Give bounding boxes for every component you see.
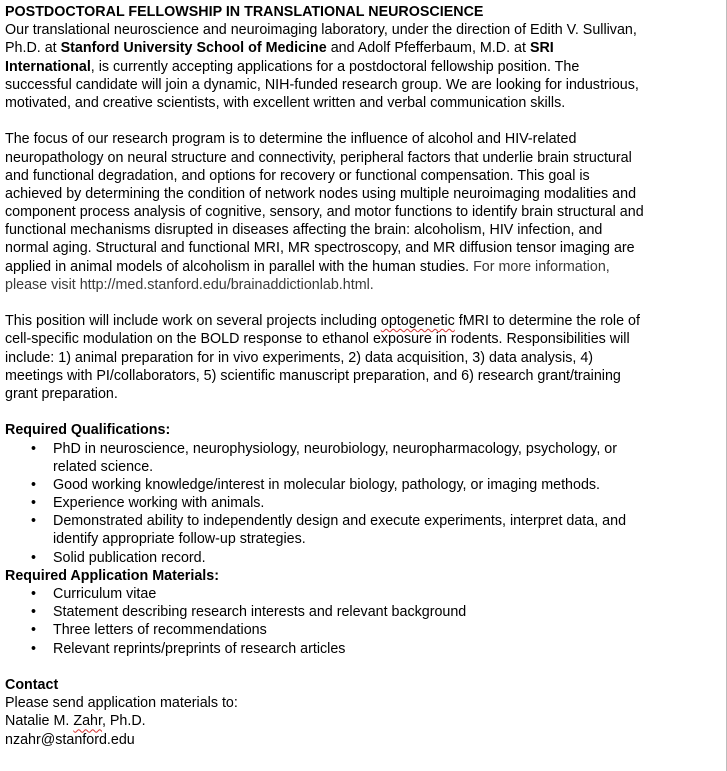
- intro-text: and Adolf Pfefferbaum, M.D. at: [326, 40, 530, 57]
- list-item: [5, 549, 726, 567]
- position-line: grant preparation.: [5, 385, 118, 402]
- list-item-text: Statement describing research interests and relevant background: [53, 604, 467, 621]
- list-item: [5, 640, 726, 658]
- focus-line: The focus of our research program is to determine the influence of alcohol and HIV-related: [5, 131, 577, 148]
- contact-name-text: Natalie M.: [5, 713, 74, 730]
- materials-heading: Required Application Materials:: [5, 567, 219, 584]
- materials-list: [5, 585, 726, 658]
- focus-line: normal aging. Structural and functional MRI, MR spectroscopy, and MR diffusion tensor imaging are: [5, 240, 635, 257]
- list-item-text: Solid publication record.: [53, 549, 206, 566]
- position-line: meetings with PI/collaborators, 5) scientific manuscript preparation, and 6) research grant/training: [5, 367, 621, 384]
- list-item-text: Relevant reprints/preprints of research articles: [53, 640, 346, 657]
- contact-name-text: , Ph.D.: [101, 713, 146, 730]
- position-text: fMRI to determine the role of: [454, 313, 640, 330]
- lab-url-text: please visit http://med.stanford.edu/brainaddictionlab.html.: [5, 276, 374, 293]
- position-line: [5, 312, 726, 330]
- contact-email: nzahr@stanford.edu: [5, 731, 135, 748]
- list-item-text: PhD in neuroscience, neurophysiology, neurobiology, neuropharmacology, psychology, or: [53, 440, 618, 457]
- posting-title: POSTDOCTORAL FELLOWSHIP IN TRANSLATIONAL NEUROSCIENCE: [5, 4, 484, 20]
- intro-line: Our translational neuroscience and neuroimaging laboratory, under the direction of Edith V. Sullivan,: [5, 22, 637, 39]
- more-info-text: For more information,: [473, 258, 610, 275]
- intro-line: [5, 58, 726, 76]
- focus-line: component process analysis of cognitive, sensory, and motor functions to identify brain structural and: [5, 204, 644, 221]
- focus-line: achieved by determining the condition of network nodes using multiple neuroimaging modalities and: [5, 185, 637, 202]
- intro-line: [5, 39, 726, 57]
- focus-line: [5, 258, 726, 276]
- bullet-icon: •: [31, 476, 37, 493]
- list-item: [5, 494, 726, 512]
- list-item: [5, 585, 726, 603]
- focus-line: functional mechanisms disrupted in diseases affecting the brain: alcoholism, HIV infection, and: [5, 222, 603, 239]
- qualifications-list: [5, 440, 726, 567]
- intro-line: motivated, and creative scientists, with excellent written and verbal communication skills.: [5, 94, 566, 111]
- focus-line: neuropathology on neural structure and connectivity, peripheral factors that underlie brain structural: [5, 149, 632, 166]
- sri-org-name: SRI: [529, 40, 554, 57]
- list-item: [5, 440, 726, 458]
- bullet-icon: •: [31, 513, 37, 530]
- spacer: [5, 403, 726, 421]
- list-item: [5, 512, 726, 530]
- spellcheck-word-optogenetic: optogenetic: [380, 313, 455, 330]
- position-text: This position will include work on several projects including: [5, 313, 381, 330]
- list-item-text: Curriculum vitae: [53, 586, 157, 602]
- intro-paragraph: [5, 21, 726, 112]
- bullet-icon: •: [31, 586, 37, 602]
- contact-section: [5, 676, 726, 749]
- qualifications-heading: Required Qualifications:: [5, 422, 171, 439]
- intro-text: Ph.D. at: [5, 40, 61, 57]
- list-item: [5, 476, 726, 494]
- list-item-text: Experience working with animals.: [53, 495, 265, 512]
- bullet-icon: •: [31, 549, 37, 566]
- contact-name: [5, 712, 726, 730]
- list-item-text: Demonstrated ability to independently design and execute experiments, interpret data, and: [53, 513, 627, 530]
- focus-text: applied in animal models of alcoholism in parallel with the human studies.: [5, 258, 474, 275]
- bullet-icon: •: [31, 495, 37, 512]
- list-item-text: related science.: [53, 458, 154, 475]
- focus-line: and functional degradation, and options for recovery or functional compensation. This goal is: [5, 167, 590, 184]
- intro-line: successful candidate will join a dynamic, NIH-funded research group. We are looking for industrious,: [5, 76, 639, 93]
- position-line: include: 1) animal preparation for in vivo experiments, 2) data acquisition, 3) data analysis, 4): [5, 349, 594, 366]
- list-item-text: Good working knowledge/interest in molecular biology, pathology, or imaging methods.: [53, 476, 601, 493]
- bullet-icon: •: [31, 440, 37, 457]
- spacer: [5, 658, 726, 676]
- position-paragraph: [5, 312, 726, 403]
- stanford-org-name: Stanford University School of Medicine: [60, 40, 327, 57]
- spellcheck-word-zahr: Zahr: [73, 713, 102, 730]
- spacer: [5, 294, 726, 312]
- list-item-text: Three letters of recommendations: [53, 622, 267, 639]
- sri-org-name-cont: International: [5, 58, 91, 75]
- contact-instructions: Please send application materials to:: [5, 695, 238, 712]
- intro-text: , is currently accepting applications for a postdoctoral fellowship position. The: [90, 58, 580, 75]
- bullet-icon: •: [31, 640, 37, 657]
- bullet-icon: •: [31, 622, 37, 639]
- contact-heading: Contact: [5, 676, 59, 693]
- list-item-text: identify appropriate follow-up strategies.: [53, 531, 306, 548]
- position-line: cell-specific modulation on the BOLD response to ethanol exposure in rodents. Responsibilities will: [5, 331, 630, 348]
- list-item: [5, 621, 726, 639]
- spacer: [5, 112, 726, 130]
- focus-paragraph: [5, 130, 726, 294]
- list-item: [5, 603, 726, 621]
- bullet-icon: •: [31, 604, 37, 621]
